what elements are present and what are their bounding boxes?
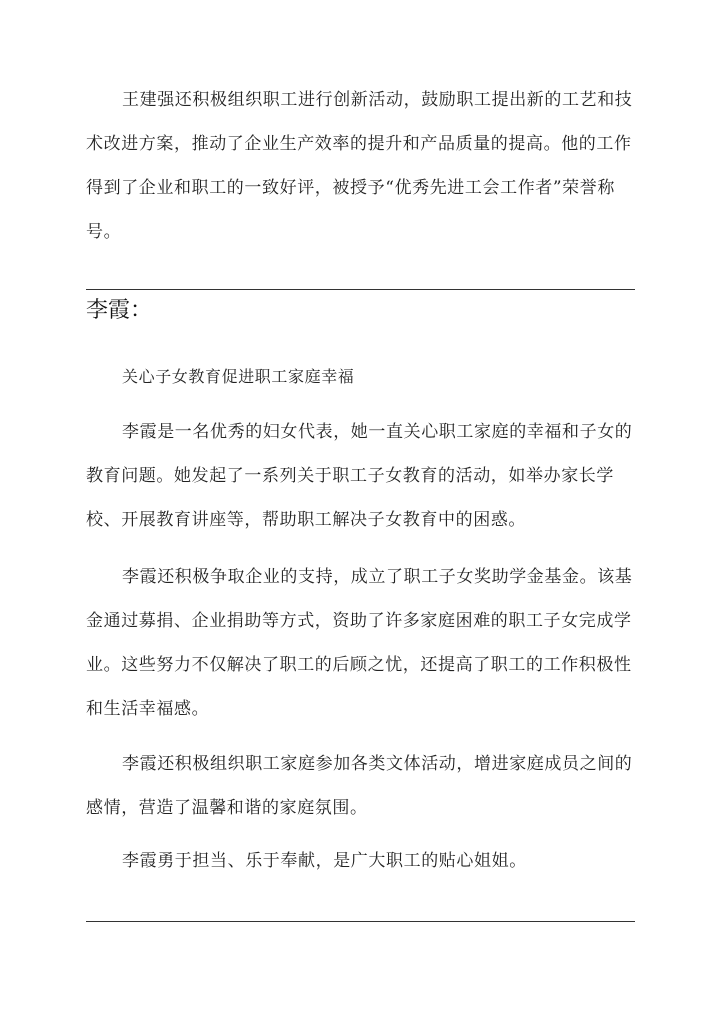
body-paragraph: 李霞是一名优秀的妇女代表，她一直关心职工家庭的幸福和子女的教育问题。她发起了一系列关于职工子女教育的活动，如举办家长学校、开展教育讲座等，帮助职工解决子女教育中的困惑。 [86, 422, 633, 530]
previous-section-paragraph: 王建强还积极组织职工进行创新活动，鼓励职工提出新的工艺和技术改进方案，推动了企业生产效率的提升和产品质量的提高。他的工作得到了企业和职工的一致好评，被授予“优秀先进工会工作者”荣誉称号。 [86, 90, 633, 242]
body-paragraph: 李霞勇于担当、乐于奉献，是广大职工的贴心姐姐。 [122, 851, 527, 871]
body-paragraph: 李霞还积极组织职工家庭参加各类文体活动，增进家庭成员之间的感情，营造了温馨和谐的家庭氛围。 [86, 754, 633, 818]
section-divider-top [86, 289, 635, 290]
section-divider-bottom [86, 921, 635, 922]
body-paragraph: 李霞还积极争取企业的支持，成立了职工子女奖助学金基金。该基金通过募捐、企业捐助等方式，资助了许多家庭困难的职工子女完成学业。这些努力不仅解决了职工的后顾之忧，还提高了职工的工作积极性和生活幸福感。 [86, 567, 633, 719]
section-title: 李霞： [86, 298, 153, 323]
section-subtitle: 关心子女教育促进职工家庭幸福 [122, 367, 355, 386]
